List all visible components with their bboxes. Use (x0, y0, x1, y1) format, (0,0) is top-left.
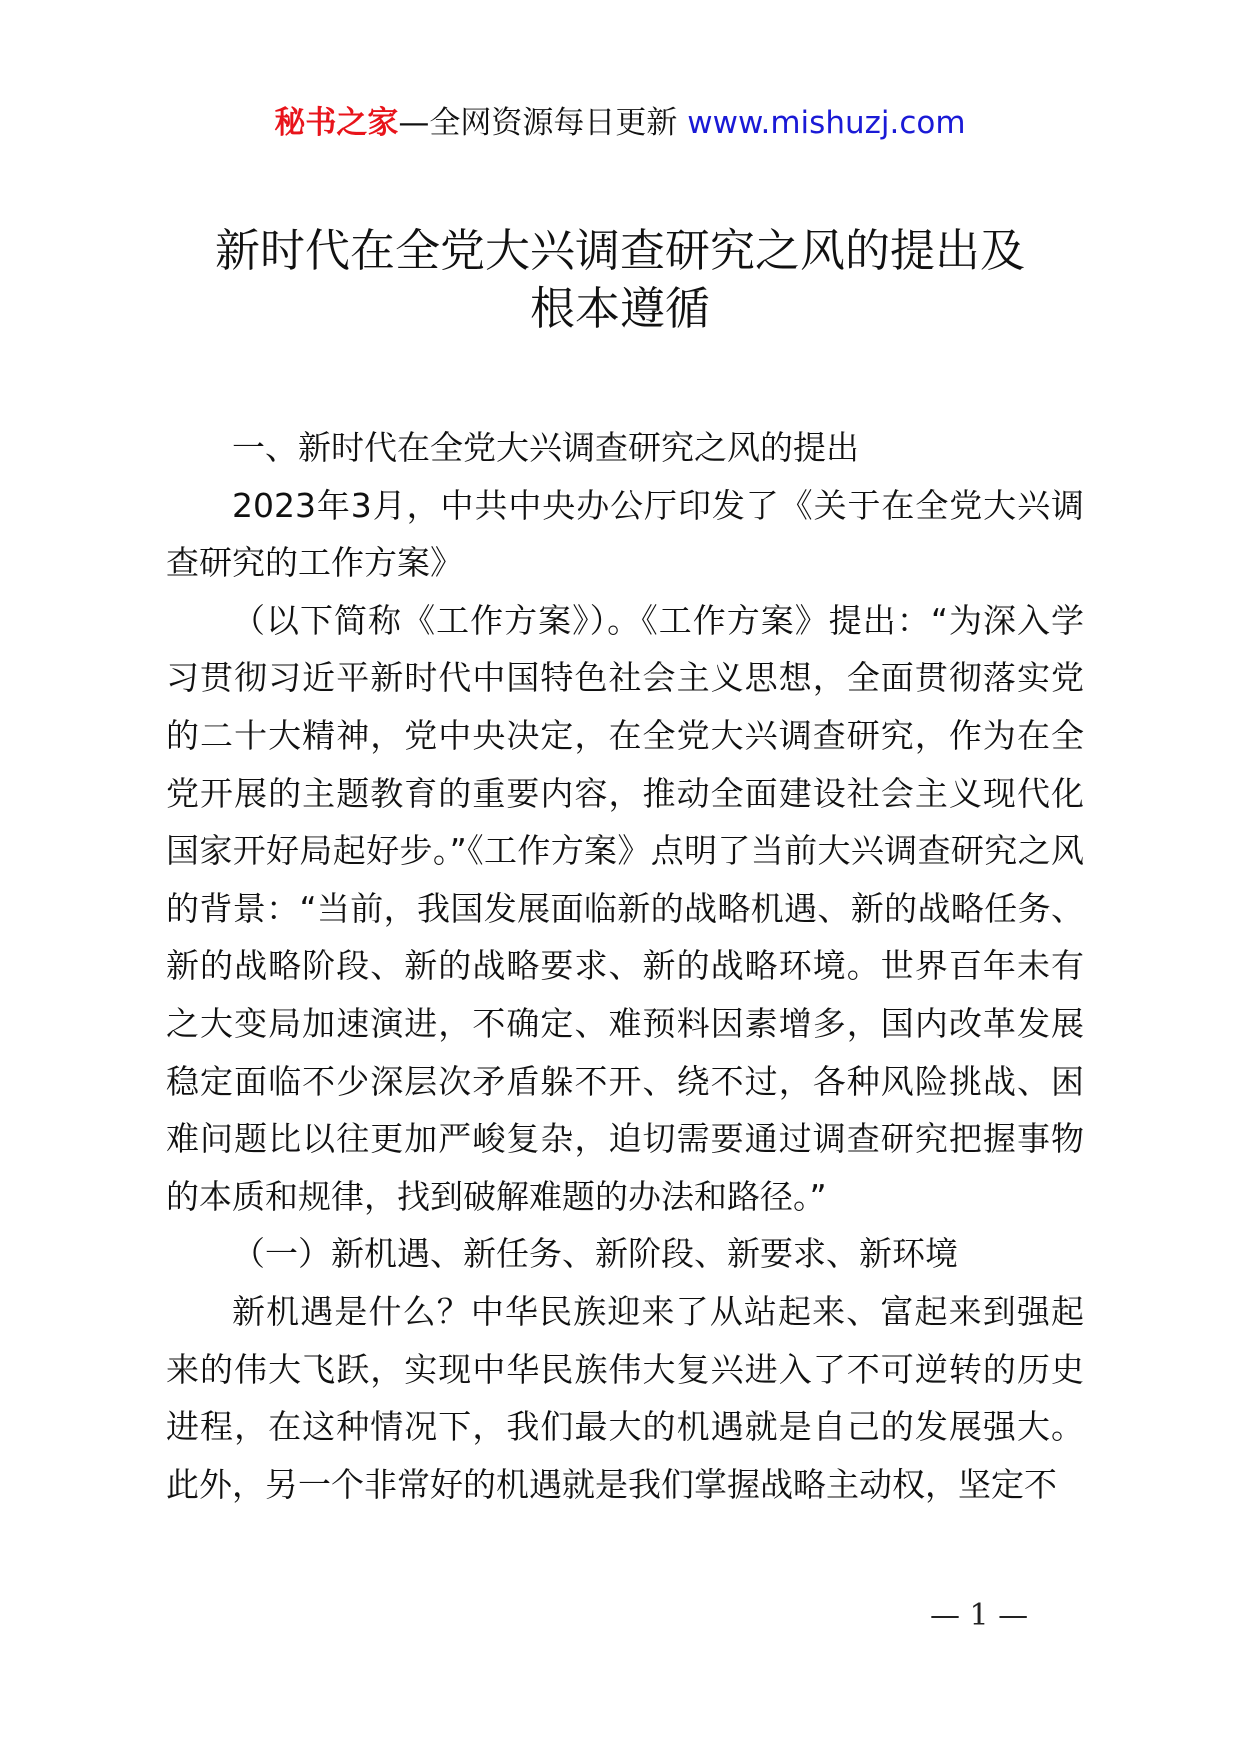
page-number: — 1 — (930, 1598, 1029, 1633)
paragraph-1: 2023年3月，中共中央办公厅印发了《关于在全党大兴调查研究的工作方案》 (166, 485, 1084, 583)
document-body (166, 419, 1084, 1513)
site-url-link[interactable]: www.mishuzj.com (687, 105, 966, 141)
paragraph-2: （以下简称《工作方案》）。《工作方案》提出：“为深入学习贯彻习近平新时代中国特色社会主义思想，全面贯彻落实党的二十大精神，党中央决定，在全党大兴调查研究，作为在全党开展的主题教育的重要内容，推动全面建设社会主义现代化国家开好局起好步。”《工作方案》点明了当前大兴调查研究之风的背景：“当前，我国发展面临新的战略机遇、新的战略任务、新的战略阶段、新的战略要求、新的战略环境。世界百年未有之大变局加速演进，不确定、难预料因素增多，国内改革发展稳定面临不少深层次矛盾躲不开、绕不过，各种风险挑战、困难问题比以往更加严峻复杂，迫切需要通过调查研究把握事物的本质和规律，找到破解难题的办法和路径。” (166, 600, 1084, 1216)
document-title (140, 222, 1100, 338)
site-header (0, 98, 1240, 148)
site-tagline: —全网资源每日更新 (398, 105, 688, 141)
title-line-1: 新时代在全党大兴调查研究之风的提出及 (214, 224, 1025, 277)
section-heading-1: 一、新时代在全党大兴调查研究之风的提出 (232, 428, 859, 467)
paragraph-3: 新机遇是什么？中华民族迎来了从站起来、富起来到强起来的伟大飞跃，实现中华民族伟大复兴进入了不可逆转的历史进程，在这种情况下，我们最大的机遇就是自己的发展强大。此外，另一个非常好的机遇就是我们掌握战略主动权，坚定不 (166, 1291, 1084, 1504)
title-line-2: 根本遵循 (529, 282, 710, 335)
subsection-heading-1: （一）新机遇、新任务、新阶段、新要求、新环境 (232, 1234, 958, 1274)
site-brand: 秘书之家 (274, 105, 399, 141)
